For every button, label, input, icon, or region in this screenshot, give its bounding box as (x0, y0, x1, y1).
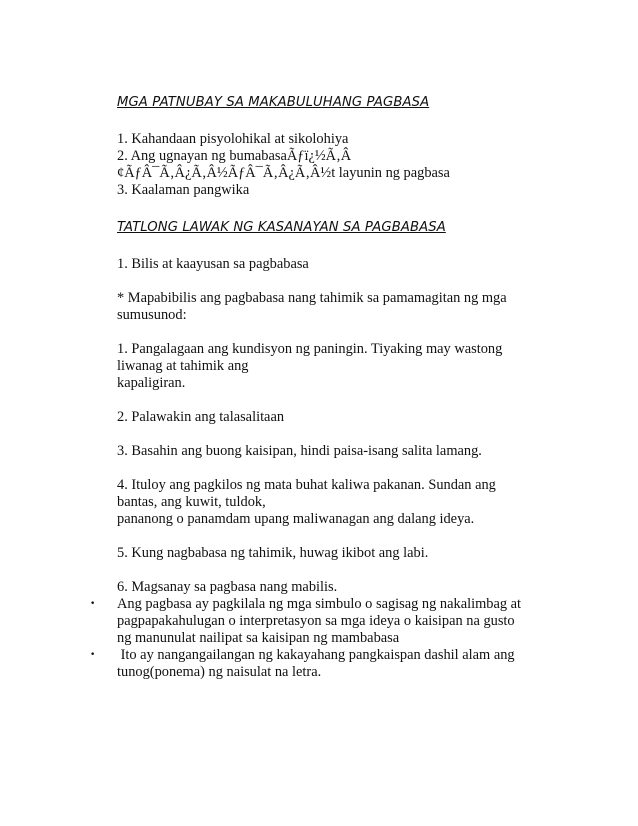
note-line: sumusunod: (117, 307, 187, 323)
spacer (117, 324, 557, 341)
spacer (117, 460, 557, 477)
list-item: 1. Kahandaan pisyolohikal at sikolohiya (117, 131, 349, 147)
spacer (117, 236, 557, 256)
step-line: kapaligiran. (117, 375, 186, 391)
section-heading-kasanayan: TATLONG LAWAK NG KASANAYAN SA PAGBABASA (117, 220, 446, 235)
document-body (90, 94, 557, 681)
step-5 (117, 545, 557, 562)
bullet-icon: • (90, 599, 96, 609)
spacer (117, 199, 557, 219)
step-2 (117, 409, 557, 426)
list-item: 3. Kaalaman pangwika (117, 182, 250, 198)
list-item: ¢ÃƒÂ¯Ã‚Â¿Ã‚Â½ÃƒÂ¯Ã‚Â¿Ã‚Â½t layunin ng pagbasa (117, 165, 450, 181)
spacer (117, 562, 557, 579)
note-line: * Mapabibilis ang pagbabasa nang tahimik sa pamamagitan ng mga (117, 290, 507, 306)
bullet-line: Ang pagbasa ay pagkilala ng mga simbulo o sagisag ng nakalimbag at (117, 596, 522, 612)
bullet-text (117, 596, 557, 647)
step-3 (117, 443, 557, 460)
spacer (117, 426, 557, 443)
list-item: 2. Ang ugnayan ng bumabasaÃƒï¿½Ã‚Â (117, 148, 352, 164)
patnubay-list (117, 131, 557, 199)
section-heading-patnubay: MGA PATNUBAY SA MAKABULUHANG PAGBASA (117, 95, 430, 110)
step-line: 2. Palawakin ang talasalitaan (117, 409, 285, 425)
note-paragraph (117, 290, 557, 324)
bullet-line: tunog(ponema) ng naisulat na letra. (117, 664, 322, 680)
step-4 (117, 477, 557, 528)
bullet-item (90, 647, 557, 681)
spacer (117, 273, 557, 290)
bullet-line: pagpapakahulugan o interpretasyon sa mga ideya o kaisipan na gusto (117, 613, 515, 629)
step-line: 5. Kung nagbabasa ng tahimik, huwag ikibot ang labi. (117, 545, 429, 561)
step-1 (117, 341, 557, 392)
bullet-item (90, 596, 557, 647)
spacer (117, 528, 557, 545)
bullet-icon: • (90, 650, 96, 660)
step-line: bantas, ang kuwit, tuldok, (117, 494, 266, 510)
bullet-text (117, 647, 557, 681)
bullet-line: ng manunulat nailipat sa kaisipan ng mambabasa (117, 630, 400, 646)
item-bilis: 1. Bilis at kaayusan sa pagbabasa (117, 256, 309, 272)
step-6: 6. Magsanay sa pagbasa nang mabilis. (117, 579, 338, 595)
step-line: pananong o panamdam upang maliwanagan ang dalang ideya. (117, 511, 475, 527)
step-line: 1. Pangalagaan ang kundisyon ng paningin. Tiyaking may wastong (117, 341, 503, 357)
step-line: 3. Basahin ang buong kaisipan, hindi paisa-isang salita lamang. (117, 443, 482, 459)
step-line: 4. Ituloy ang pagkilos ng mata buhat kaliwa pakanan. Sundan ang (117, 477, 496, 493)
bullet-line: Ito ay nangangailangan ng kakayahang pangkaispan dashil alam ang (117, 647, 515, 663)
spacer (117, 392, 557, 409)
spacer (117, 111, 557, 131)
step-line: liwanag at tahimik ang (117, 358, 249, 374)
bullet-list (90, 596, 557, 681)
